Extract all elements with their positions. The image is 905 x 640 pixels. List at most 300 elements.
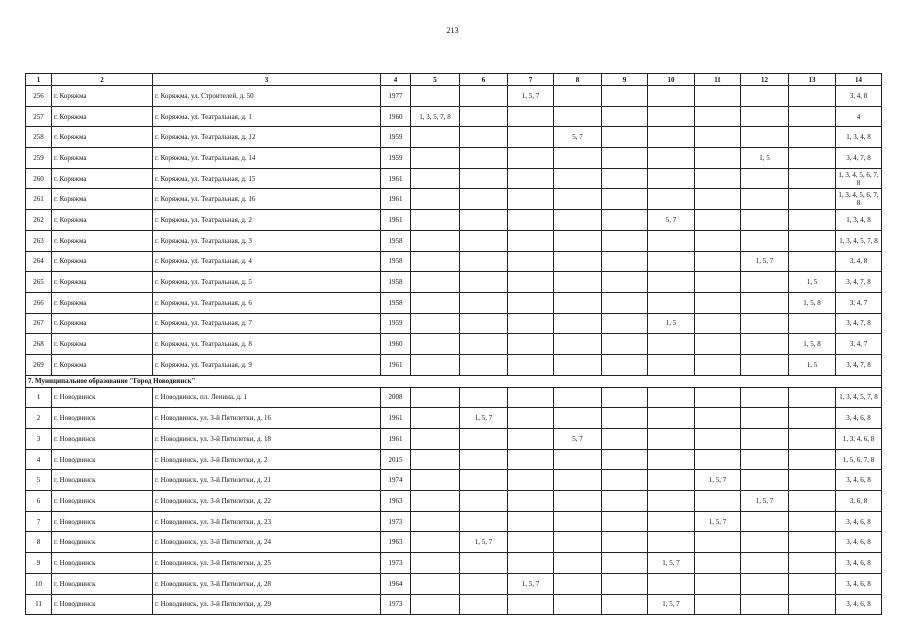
table-cell: 10 xyxy=(26,573,52,594)
table-cell xyxy=(602,334,648,355)
table-cell: г. Коряжма xyxy=(52,148,153,169)
column-header: 2 xyxy=(52,74,153,86)
table-cell xyxy=(741,470,789,491)
table-row xyxy=(26,272,882,293)
table-cell: 263 xyxy=(26,230,52,251)
table-cell xyxy=(695,148,741,169)
table-cell xyxy=(460,210,508,231)
table-cell xyxy=(789,86,836,107)
table-cell: г. Новодвинск, ул. 3-й Пятилетки, д. 21 xyxy=(153,470,381,491)
table-cell xyxy=(602,553,648,574)
table-cell xyxy=(411,553,460,574)
table-cell xyxy=(648,408,695,429)
table-cell xyxy=(554,573,602,594)
column-header: 10 xyxy=(648,74,695,86)
table-cell xyxy=(411,387,460,408)
table-row xyxy=(26,387,882,408)
table-cell xyxy=(411,189,460,210)
table-cell xyxy=(602,251,648,272)
table-cell xyxy=(741,553,789,574)
table-row xyxy=(26,553,882,574)
table-cell xyxy=(602,292,648,313)
table-cell: 3, 4, 7 xyxy=(836,334,882,355)
table-cell: 1961 xyxy=(381,429,411,450)
table-cell xyxy=(460,470,508,491)
table-cell xyxy=(695,127,741,148)
table-cell xyxy=(554,594,602,615)
table-cell xyxy=(648,491,695,512)
table-cell xyxy=(602,189,648,210)
table-cell: 5, 7 xyxy=(554,429,602,450)
table-row xyxy=(26,127,882,148)
table-cell xyxy=(695,292,741,313)
table-cell: 3, 4, 7 xyxy=(836,292,882,313)
table-cell xyxy=(789,511,836,532)
table-cell: 1, 3, 4, 8 xyxy=(836,210,882,231)
table-cell: 4 xyxy=(26,449,52,470)
column-header: 9 xyxy=(602,74,648,86)
table-cell: г. Коряжма xyxy=(52,334,153,355)
table-cell xyxy=(411,429,460,450)
table-cell xyxy=(648,387,695,408)
table-cell xyxy=(741,594,789,615)
table-cell xyxy=(741,230,789,251)
table-cell: г. Новодвинск xyxy=(52,573,153,594)
table-cell xyxy=(741,387,789,408)
table-cell: 257 xyxy=(26,106,52,127)
table-row xyxy=(26,532,882,553)
table-cell: 1, 3, 4, 5, 6, 7, 8 xyxy=(836,168,882,189)
table-cell xyxy=(695,334,741,355)
table-cell xyxy=(695,168,741,189)
table-cell xyxy=(411,594,460,615)
table-cell xyxy=(411,292,460,313)
table-cell: г. Новодвинск, ул. 3-й Пятилетки, д. 16 xyxy=(153,408,381,429)
table-cell xyxy=(460,168,508,189)
table-cell xyxy=(460,272,508,293)
table-cell: 1977 xyxy=(381,86,411,107)
table-cell: 1973 xyxy=(381,511,411,532)
table-cell xyxy=(695,210,741,231)
table-cell xyxy=(554,354,602,375)
table-cell xyxy=(602,532,648,553)
table-cell: г. Коряжма xyxy=(52,230,153,251)
table-cell: г. Новодвинск, ул. 3-й Пятилетки, д. 2 xyxy=(153,449,381,470)
table-cell: 1961 xyxy=(381,354,411,375)
table-cell xyxy=(602,491,648,512)
table-cell: 3, 4, 7, 8 xyxy=(836,148,882,169)
table-row xyxy=(26,334,882,355)
column-header: 13 xyxy=(789,74,836,86)
table-cell: г. Коряжма, ул. Театральная, д. 12 xyxy=(153,127,381,148)
table-cell: 3, 4, 6, 8 xyxy=(836,573,882,594)
table-cell xyxy=(695,553,741,574)
table-cell: 1963 xyxy=(381,491,411,512)
column-header: 14 xyxy=(836,74,882,86)
table-cell: г. Новодвинск xyxy=(52,532,153,553)
table-cell: г. Новодвинск, ул. 3-й Пятилетки, д. 29 xyxy=(153,594,381,615)
table-cell xyxy=(648,127,695,148)
table-cell: 1959 xyxy=(381,148,411,169)
table-cell xyxy=(508,511,554,532)
table-cell xyxy=(460,86,508,107)
novodvinsk-rows xyxy=(26,387,882,615)
table-cell xyxy=(460,148,508,169)
table-cell: г. Коряжма xyxy=(52,168,153,189)
table-cell: 1, 5 xyxy=(648,313,695,334)
table-cell: 1, 5, 6, 7, 8 xyxy=(836,449,882,470)
table-cell xyxy=(411,573,460,594)
table-cell: 1963 xyxy=(381,532,411,553)
table-cell xyxy=(411,491,460,512)
table-cell xyxy=(411,210,460,231)
table-cell xyxy=(554,106,602,127)
table-cell: 268 xyxy=(26,334,52,355)
table-cell xyxy=(789,251,836,272)
table-cell: 1964 xyxy=(381,573,411,594)
table-cell: г. Коряжма, ул. Театральная, д. 3 xyxy=(153,230,381,251)
table-cell xyxy=(508,127,554,148)
table-cell: 3, 4, 7, 8 xyxy=(836,272,882,293)
table-cell: 5 xyxy=(26,470,52,491)
table-cell xyxy=(741,86,789,107)
column-header: 12 xyxy=(741,74,789,86)
table-cell: 2 xyxy=(26,408,52,429)
table-cell: 1, 5, 7 xyxy=(741,491,789,512)
table-cell: 3, 4, 7, 8 xyxy=(836,313,882,334)
table-cell xyxy=(460,573,508,594)
table-cell: 6 xyxy=(26,491,52,512)
table-cell xyxy=(741,168,789,189)
table-cell xyxy=(411,148,460,169)
table-cell xyxy=(602,168,648,189)
section-row-group xyxy=(26,375,882,387)
table-cell: 259 xyxy=(26,148,52,169)
table-cell xyxy=(695,86,741,107)
table-cell xyxy=(741,210,789,231)
table-cell: 1958 xyxy=(381,251,411,272)
table-cell xyxy=(411,313,460,334)
table-cell: 1961 xyxy=(381,168,411,189)
table-cell: 1, 5, 7 xyxy=(695,511,741,532)
table-cell xyxy=(789,532,836,553)
table-cell: г. Коряжма, ул. Театральная, д. 7 xyxy=(153,313,381,334)
table-cell: г. Новодвинск xyxy=(52,429,153,450)
table-cell xyxy=(460,106,508,127)
table-cell xyxy=(648,272,695,293)
table-cell xyxy=(741,106,789,127)
table-cell: 11 xyxy=(26,594,52,615)
table-cell: г. Коряжма xyxy=(52,189,153,210)
table-cell xyxy=(789,408,836,429)
table-cell: г. Новодвинск, ул. 3-й Пятилетки, д. 18 xyxy=(153,429,381,450)
table-cell xyxy=(695,408,741,429)
table-cell: 1961 xyxy=(381,408,411,429)
table-cell: 1, 5 xyxy=(789,354,836,375)
table-cell: 1960 xyxy=(381,334,411,355)
table-cell xyxy=(741,532,789,553)
table-cell xyxy=(460,387,508,408)
table-cell xyxy=(554,511,602,532)
table-cell xyxy=(695,354,741,375)
table-cell xyxy=(602,354,648,375)
table-cell xyxy=(460,251,508,272)
table-cell: 1961 xyxy=(381,210,411,231)
table-cell: 5, 7 xyxy=(648,210,695,231)
table-cell: 2015 xyxy=(381,449,411,470)
table-cell xyxy=(508,210,554,231)
table-row xyxy=(26,251,882,272)
table-cell xyxy=(741,573,789,594)
table-cell: 1960 xyxy=(381,106,411,127)
table-cell: г. Коряжма xyxy=(52,106,153,127)
table-cell xyxy=(695,449,741,470)
table-cell xyxy=(648,470,695,491)
table-cell xyxy=(648,148,695,169)
table-cell: 3, 4, 8 xyxy=(836,251,882,272)
table-cell xyxy=(508,168,554,189)
table-cell: г. Новодвинск xyxy=(52,470,153,491)
table-row xyxy=(26,230,882,251)
table-cell xyxy=(648,449,695,470)
table-cell xyxy=(602,449,648,470)
table-cell xyxy=(741,313,789,334)
table-cell xyxy=(602,148,648,169)
table-cell xyxy=(460,313,508,334)
table-cell xyxy=(741,429,789,450)
table-cell xyxy=(741,449,789,470)
table-cell xyxy=(508,354,554,375)
table-cell xyxy=(695,106,741,127)
table-cell xyxy=(741,354,789,375)
table-row xyxy=(26,313,882,334)
table-cell: г. Новодвинск, ул. 3-й Пятилетки, д. 22 xyxy=(153,491,381,512)
table-cell xyxy=(411,272,460,293)
table-cell xyxy=(789,106,836,127)
table-cell xyxy=(602,573,648,594)
table-cell xyxy=(508,491,554,512)
table-cell: 1, 5, 7 xyxy=(648,594,695,615)
table-cell: 258 xyxy=(26,127,52,148)
table-cell xyxy=(602,127,648,148)
table-cell: 3, 4, 6, 8 xyxy=(836,532,882,553)
table-cell xyxy=(602,272,648,293)
table-cell: 3, 4, 6, 8 xyxy=(836,553,882,574)
table-row xyxy=(26,168,882,189)
table-cell xyxy=(741,127,789,148)
table-cell xyxy=(411,86,460,107)
table-cell xyxy=(508,594,554,615)
table-cell: 3, 4, 6, 8 xyxy=(836,470,882,491)
table-cell xyxy=(508,313,554,334)
table-cell xyxy=(460,354,508,375)
table-cell xyxy=(554,387,602,408)
table-cell xyxy=(554,313,602,334)
table-cell: г. Новодвинск, ул. 3-й Пятилетки, д. 23 xyxy=(153,511,381,532)
table-cell: 1 xyxy=(26,387,52,408)
table-cell xyxy=(554,251,602,272)
table-cell xyxy=(554,189,602,210)
table-row xyxy=(26,429,882,450)
table-cell xyxy=(508,272,554,293)
table-cell xyxy=(411,127,460,148)
table-cell: 1, 5, 8 xyxy=(789,292,836,313)
table-cell: г. Коряжма, ул. Театральная, д. 15 xyxy=(153,168,381,189)
table-cell: 1, 5, 7 xyxy=(460,532,508,553)
table-cell xyxy=(411,449,460,470)
table-cell: г. Коряжма xyxy=(52,313,153,334)
table-cell xyxy=(648,189,695,210)
table-cell xyxy=(648,429,695,450)
table-cell xyxy=(411,334,460,355)
column-header: 3 xyxy=(153,74,381,86)
table-row xyxy=(26,354,882,375)
table-cell: г. Коряжма, ул. Театральная, д. 4 xyxy=(153,251,381,272)
table-cell xyxy=(508,189,554,210)
table-cell xyxy=(789,573,836,594)
table-cell: г. Новодвинск xyxy=(52,594,153,615)
table-cell xyxy=(554,86,602,107)
table-cell xyxy=(508,470,554,491)
table-cell xyxy=(554,449,602,470)
table-cell: г. Новодвинск xyxy=(52,449,153,470)
table-cell xyxy=(648,86,695,107)
section-title: 7. Муниципальное образование "Город Новодвинск" xyxy=(26,375,882,387)
table-cell: 1973 xyxy=(381,594,411,615)
table-cell xyxy=(554,334,602,355)
table-cell: 1, 5, 7 xyxy=(648,553,695,574)
column-header: 11 xyxy=(695,74,741,86)
table-cell xyxy=(602,511,648,532)
table-cell xyxy=(554,272,602,293)
table-cell: 9 xyxy=(26,553,52,574)
table-cell: г. Коряжма, ул. Театральная, д. 8 xyxy=(153,334,381,355)
table-row xyxy=(26,511,882,532)
table-cell xyxy=(648,354,695,375)
table-row xyxy=(26,470,882,491)
table-cell: г. Коряжма, ул. Театральная, д. 2 xyxy=(153,210,381,231)
table-cell xyxy=(508,148,554,169)
table-cell xyxy=(460,553,508,574)
table-cell: 266 xyxy=(26,292,52,313)
table-cell xyxy=(789,594,836,615)
table-cell: г. Коряжма, ул. Театральная, д. 16 xyxy=(153,189,381,210)
table-cell xyxy=(411,168,460,189)
table-cell xyxy=(554,408,602,429)
table-cell: 4 xyxy=(836,106,882,127)
table-cell: 3, 4, 7, 8 xyxy=(836,354,882,375)
table-cell: г. Новодвинск xyxy=(52,387,153,408)
table-cell xyxy=(695,230,741,251)
table-cell xyxy=(411,511,460,532)
table-cell xyxy=(741,272,789,293)
table-cell xyxy=(695,491,741,512)
table-cell: 1, 5 xyxy=(741,148,789,169)
table-cell xyxy=(648,334,695,355)
table-cell xyxy=(789,168,836,189)
table-cell xyxy=(741,408,789,429)
buildings-table xyxy=(25,73,882,615)
table-cell: г. Коряжма, ул. Театральная, д. 5 xyxy=(153,272,381,293)
table-cell: 1958 xyxy=(381,230,411,251)
header-row xyxy=(26,74,882,86)
table-cell: г. Новодвинск, ул. 3-й Пятилетки, д. 28 xyxy=(153,573,381,594)
table-cell xyxy=(602,106,648,127)
table-cell: 3, 4, 6, 8 xyxy=(836,511,882,532)
table-cell xyxy=(695,251,741,272)
table-cell: 1974 xyxy=(381,470,411,491)
table-cell xyxy=(411,251,460,272)
table-cell: г. Коряжма xyxy=(52,86,153,107)
table-cell: г. Коряжма xyxy=(52,210,153,231)
table-cell xyxy=(789,210,836,231)
table-cell xyxy=(508,106,554,127)
table-cell xyxy=(602,594,648,615)
table-cell xyxy=(554,470,602,491)
table-cell xyxy=(648,106,695,127)
table-cell: г. Коряжма xyxy=(52,251,153,272)
table-cell xyxy=(648,511,695,532)
table-cell xyxy=(648,292,695,313)
table-cell: г. Коряжма xyxy=(52,292,153,313)
table-cell xyxy=(695,387,741,408)
table-cell xyxy=(460,292,508,313)
table-cell xyxy=(508,251,554,272)
table-cell: 264 xyxy=(26,251,52,272)
table-cell xyxy=(554,532,602,553)
table-cell: г. Новодвинск, ул. 3-й Пятилетки, д. 25 xyxy=(153,553,381,574)
table-cell: г. Новодвинск, ул. 3-й Пятилетки, д. 24 xyxy=(153,532,381,553)
table-cell xyxy=(460,511,508,532)
table-cell xyxy=(602,387,648,408)
table-cell xyxy=(554,553,602,574)
table-cell: г. Коряжма, ул. Театральная, д. 1 xyxy=(153,106,381,127)
table-cell: 269 xyxy=(26,354,52,375)
table-cell: 1, 3, 4, 5, 7, 8 xyxy=(836,387,882,408)
table-cell: 1, 3, 4, 5, 7, 8 xyxy=(836,230,882,251)
table-cell: 3, 4, 6, 8 xyxy=(836,408,882,429)
table-cell xyxy=(695,429,741,450)
table-cell xyxy=(789,429,836,450)
table-cell: г. Коряжма xyxy=(52,127,153,148)
table-cell: 265 xyxy=(26,272,52,293)
table-row xyxy=(26,408,882,429)
page-number: 213 xyxy=(446,26,459,35)
table-cell: г. Новодвинск xyxy=(52,511,153,532)
table-cell xyxy=(789,553,836,574)
table-cell xyxy=(554,168,602,189)
table-cell: 260 xyxy=(26,168,52,189)
table-cell xyxy=(508,334,554,355)
table-cell xyxy=(602,210,648,231)
table-cell xyxy=(508,532,554,553)
table-cell: 1959 xyxy=(381,313,411,334)
table-row xyxy=(26,106,882,127)
table-cell: 261 xyxy=(26,189,52,210)
column-header: 8 xyxy=(554,74,602,86)
table-row xyxy=(26,491,882,512)
table-cell xyxy=(602,408,648,429)
table-cell: 8 xyxy=(26,532,52,553)
table-cell xyxy=(411,532,460,553)
table-cell xyxy=(789,230,836,251)
table-row xyxy=(26,148,882,169)
column-header: 7 xyxy=(508,74,554,86)
table-cell: 1, 5, 8 xyxy=(789,334,836,355)
table-cell xyxy=(648,230,695,251)
table-cell xyxy=(508,449,554,470)
table-row xyxy=(26,210,882,231)
